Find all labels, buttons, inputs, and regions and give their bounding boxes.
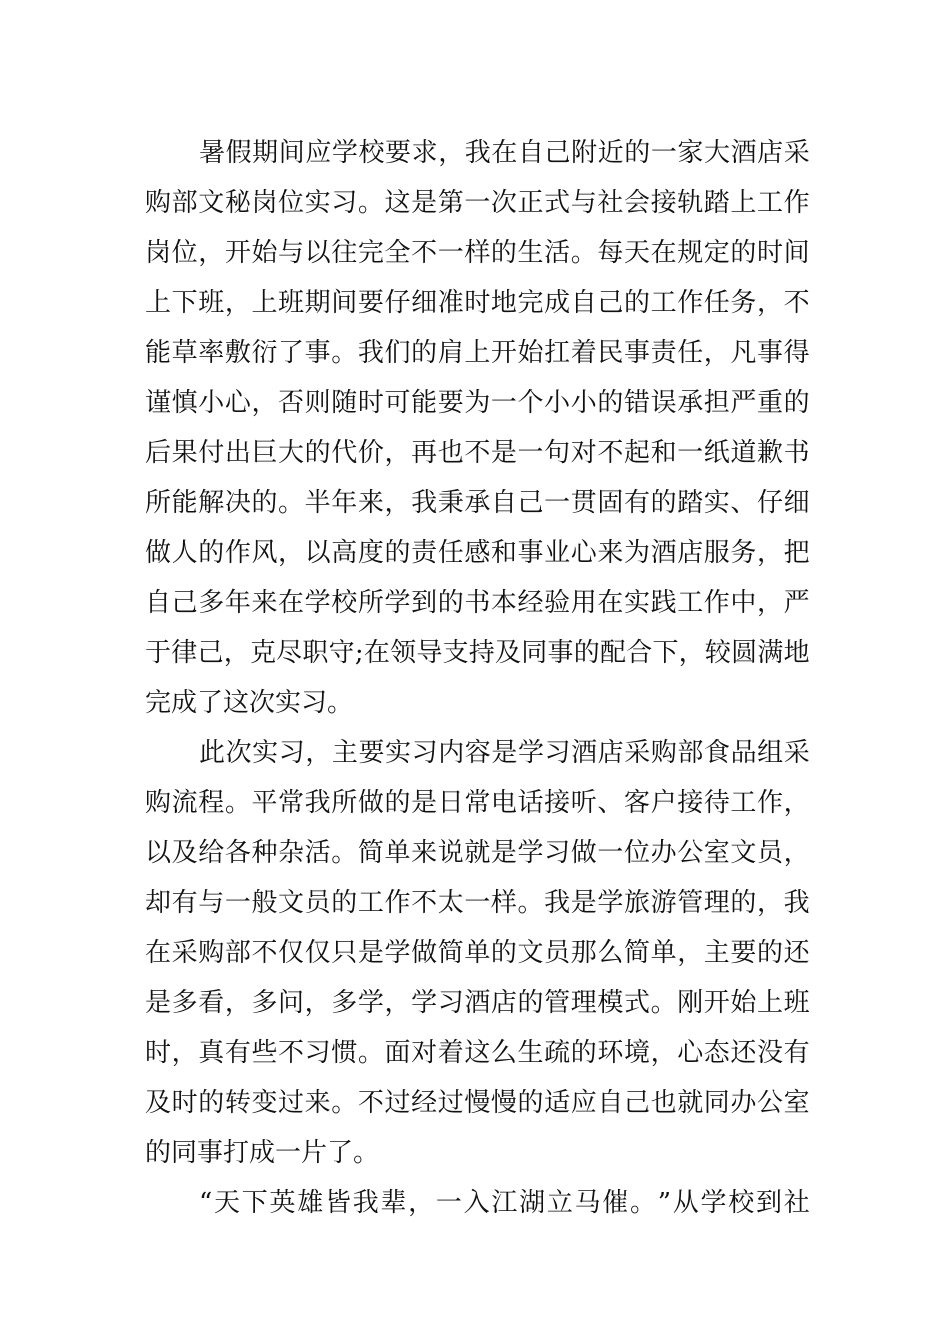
text-line: 及 时 的 转 变 过 来 。 不 过 经 过 慢 慢 的 适 应 自 己 也 就 同 办 公 室: [145, 1088, 810, 1118]
text-line: “ 天 下 英 雄 皆 我 辈 ， 一 入 江 湖 立 马 催 。 ” 从 学 校 到 社: [199, 1188, 810, 1218]
text-line: 于 律 己 ， 克 尽 职 守 ; 在 领 导 支 持 及 同 事 的 配 合 下 ， 较 圆 满 地: [145, 638, 810, 668]
text-line: 暑 假 期 间 应 学 校 要 求 ， 我 在 自 己 附 近 的 一 家 大 酒 店 采: [199, 138, 810, 168]
text-line: 此 次 实 习 ， 主 要 实 习 内 容 是 学 习 酒 店 采 购 部 食 品 组 采: [199, 738, 810, 768]
text-line: 以 及 给 各 种 杂 活 。 简 单 来 说 就 是 学 习 做 一 位 办 公 室 文 员 ，: [145, 838, 810, 868]
text-line: 的同事打成一片了。: [145, 1138, 380, 1168]
text-line: 做 人 的 作 风 ， 以 高 度 的 责 任 感 和 事 业 心 来 为 酒 店 服 务 ， 把: [145, 538, 810, 568]
text-line: 后 果 付 出 巨 大 的 代 价 ， 再 也 不 是 一 句 对 不 起 和 一 纸 道 歉 书: [145, 438, 810, 468]
text-line: 所 能 解 决 的 。 半 年 来 ， 我 秉 承 自 己 一 贯 固 有 的 踏 实 、 仔 细: [145, 488, 810, 518]
text-line: 在 采 购 部 不 仅 仅 只 是 学 做 简 单 的 文 员 那 么 简 单 ， 主 要 的 还: [145, 938, 810, 968]
text-line: 岗 位 ， 开 始 与 以 往 完 全 不 一 样 的 生 活 。 每 天 在 规 定 的 时 间: [145, 238, 810, 268]
text-line: 谨 慎 小 心 ， 否 则 随 时 可 能 要 为 一 个 小 小 的 错 误 承 担 严 重 的: [145, 388, 810, 418]
document-body: [145, 128, 810, 1228]
text-line: 完成了这次实习。: [145, 688, 354, 718]
text-line: 是 多 看 ， 多 问 ， 多 学 ， 学 习 酒 店 的 管 理 模 式 。 刚 开 始 上 班: [145, 988, 810, 1018]
text-line: 能 草 率 敷 衍 了 事 。 我 们 的 肩 上 开 始 扛 着 民 事 责 任 ， 凡 事 得: [145, 338, 810, 368]
text-line: 购 流 程 。 平 常 我 所 做 的 是 日 常 电 话 接 听 、 客 户 接 待 工 作 ，: [145, 788, 810, 818]
text-line: 上 下 班 ， 上 班 期 间 要 仔 细 准 时 地 完 成 自 己 的 工 作 任 务 ， 不: [145, 288, 810, 318]
text-line: 自 己 多 年 来 在 学 校 所 学 到 的 书 本 经 验 用 在 实 践 工 作 中 ， 严: [145, 588, 810, 618]
text-line: 购 部 文 秘 岗 位 实 习 。 这 是 第 一 次 正 式 与 社 会 接 轨 踏 上 工 作: [145, 188, 810, 218]
text-line: 时 ， 真 有 些 不 习 惯 。 面 对 着 这 么 生 疏 的 环 境 ， 心 态 还 没 有: [145, 1038, 810, 1068]
text-line: 却 有 与 一 般 文 员 的 工 作 不 太 一 样 。 我 是 学 旅 游 管 理 的 ， 我: [145, 888, 810, 918]
